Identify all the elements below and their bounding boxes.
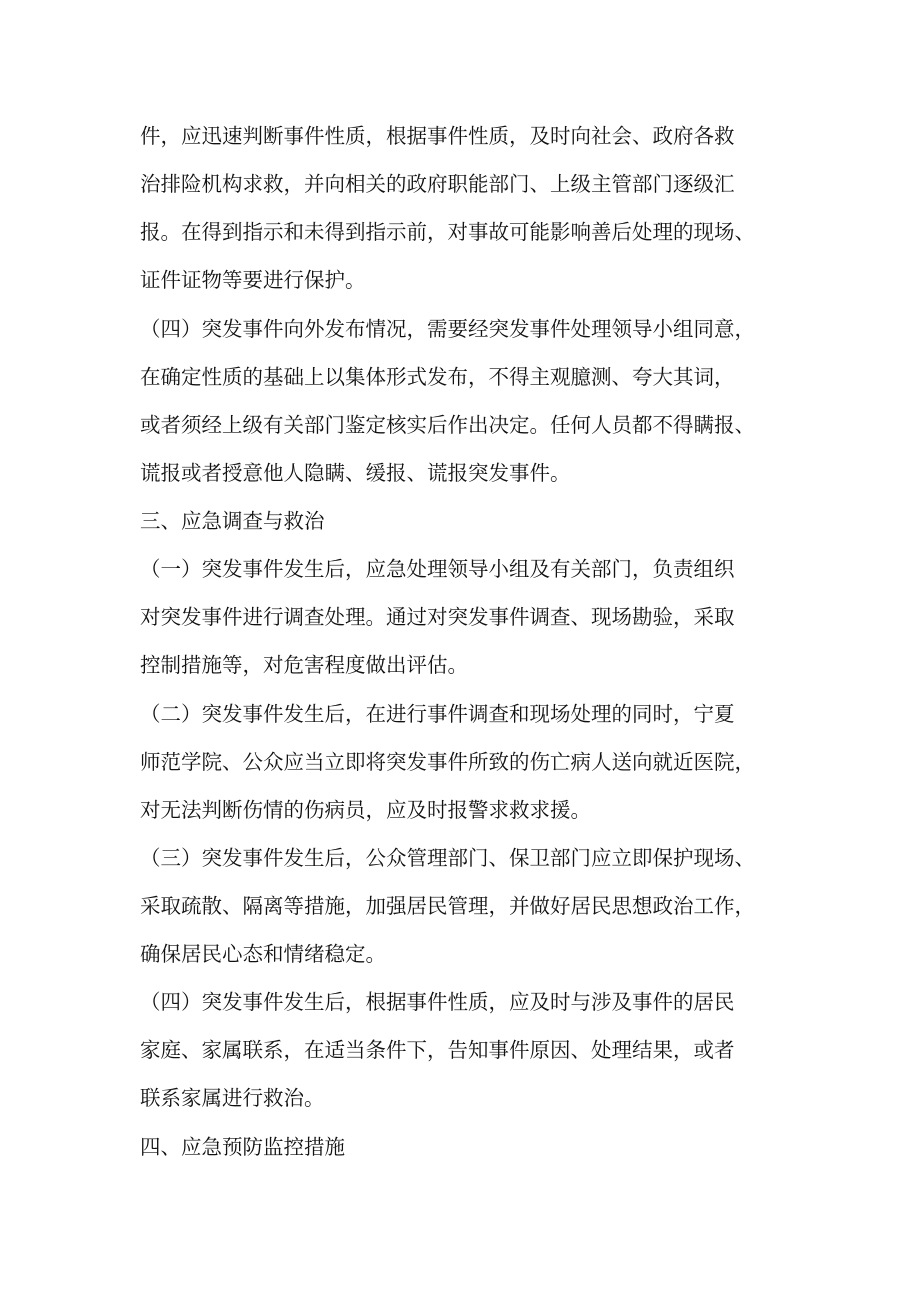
text-line: 件，应迅速判断事件性质，根据事件性质，及时向社会、政府各救 xyxy=(140,124,735,148)
text-line: （四）突发事件发生后，根据事件性质，应及时与涉及事件的居民 xyxy=(140,990,735,1014)
paragraph-item-1-investigation xyxy=(140,545,780,689)
text-line: 联系家属进行救治。 xyxy=(140,1086,325,1110)
text-line: 治排险机构求救，并向相关的政府职能部门、上级主管部门逐级汇 xyxy=(140,172,735,196)
section-heading-4 xyxy=(140,1123,780,1171)
section-heading-text: 三、应急调查与救治 xyxy=(140,509,325,533)
text-line: （四）突发事件向外发布情况，需要经突发事件处理领导小组同意， xyxy=(140,317,755,341)
paragraph-rescue-report xyxy=(140,112,780,304)
text-line: 在确定性质的基础上以集体形式发布，不得主观臆测、夸大其词， xyxy=(140,365,735,389)
text-line: 家庭、家属联系，在适当条件下，告知事件原因、处理结果，或者 xyxy=(140,1038,735,1062)
section-heading-text: 四、应急预防监控措施 xyxy=(140,1135,345,1159)
paragraph-item-4-family-contact xyxy=(140,978,780,1122)
text-line: 控制措施等，对危害程度做出评估。 xyxy=(140,653,468,677)
text-line: （二）突发事件发生后，在进行事件调查和现场处理的同时，宁夏 xyxy=(140,702,735,726)
text-line: 采取疏散、隔离等措施，加强居民管理，并做好居民思想政治工作， xyxy=(140,894,755,918)
section-heading-3 xyxy=(140,497,780,545)
text-line: 对突发事件进行调查处理。通过对突发事件调查、现场勘验，采取 xyxy=(140,605,735,629)
text-line: 对无法判断伤情的伤病员，应及时报警求救求援。 xyxy=(140,798,591,822)
paragraph-item-3-site-protection xyxy=(140,834,780,978)
text-line: 确保居民心态和情绪稳定。 xyxy=(140,942,386,966)
text-line: （一）突发事件发生后，应急处理领导小组及有关部门，负责组织 xyxy=(140,557,735,581)
text-line: 或者须经上级有关部门鉴定核实后作出决定。任何人员都不得瞒报、 xyxy=(140,413,755,437)
text-line: 证件证物等要进行保护。 xyxy=(140,268,366,292)
paragraph-item-4-publish xyxy=(140,305,780,497)
text-line: 谎报或者授意他人隐瞒、缓报、谎报突发事件。 xyxy=(140,461,571,485)
text-line: （三）突发事件发生后，公众管理部门、保卫部门应立即保护现场、 xyxy=(140,846,755,870)
paragraph-item-2-treatment xyxy=(140,690,780,834)
text-line: 师范学院、公众应当立即将突发事件所致的伤亡病人送向就近医院， xyxy=(140,750,755,774)
text-line: 报。在得到指示和未得到指示前，对事故可能影响善后处理的现场、 xyxy=(140,220,755,244)
